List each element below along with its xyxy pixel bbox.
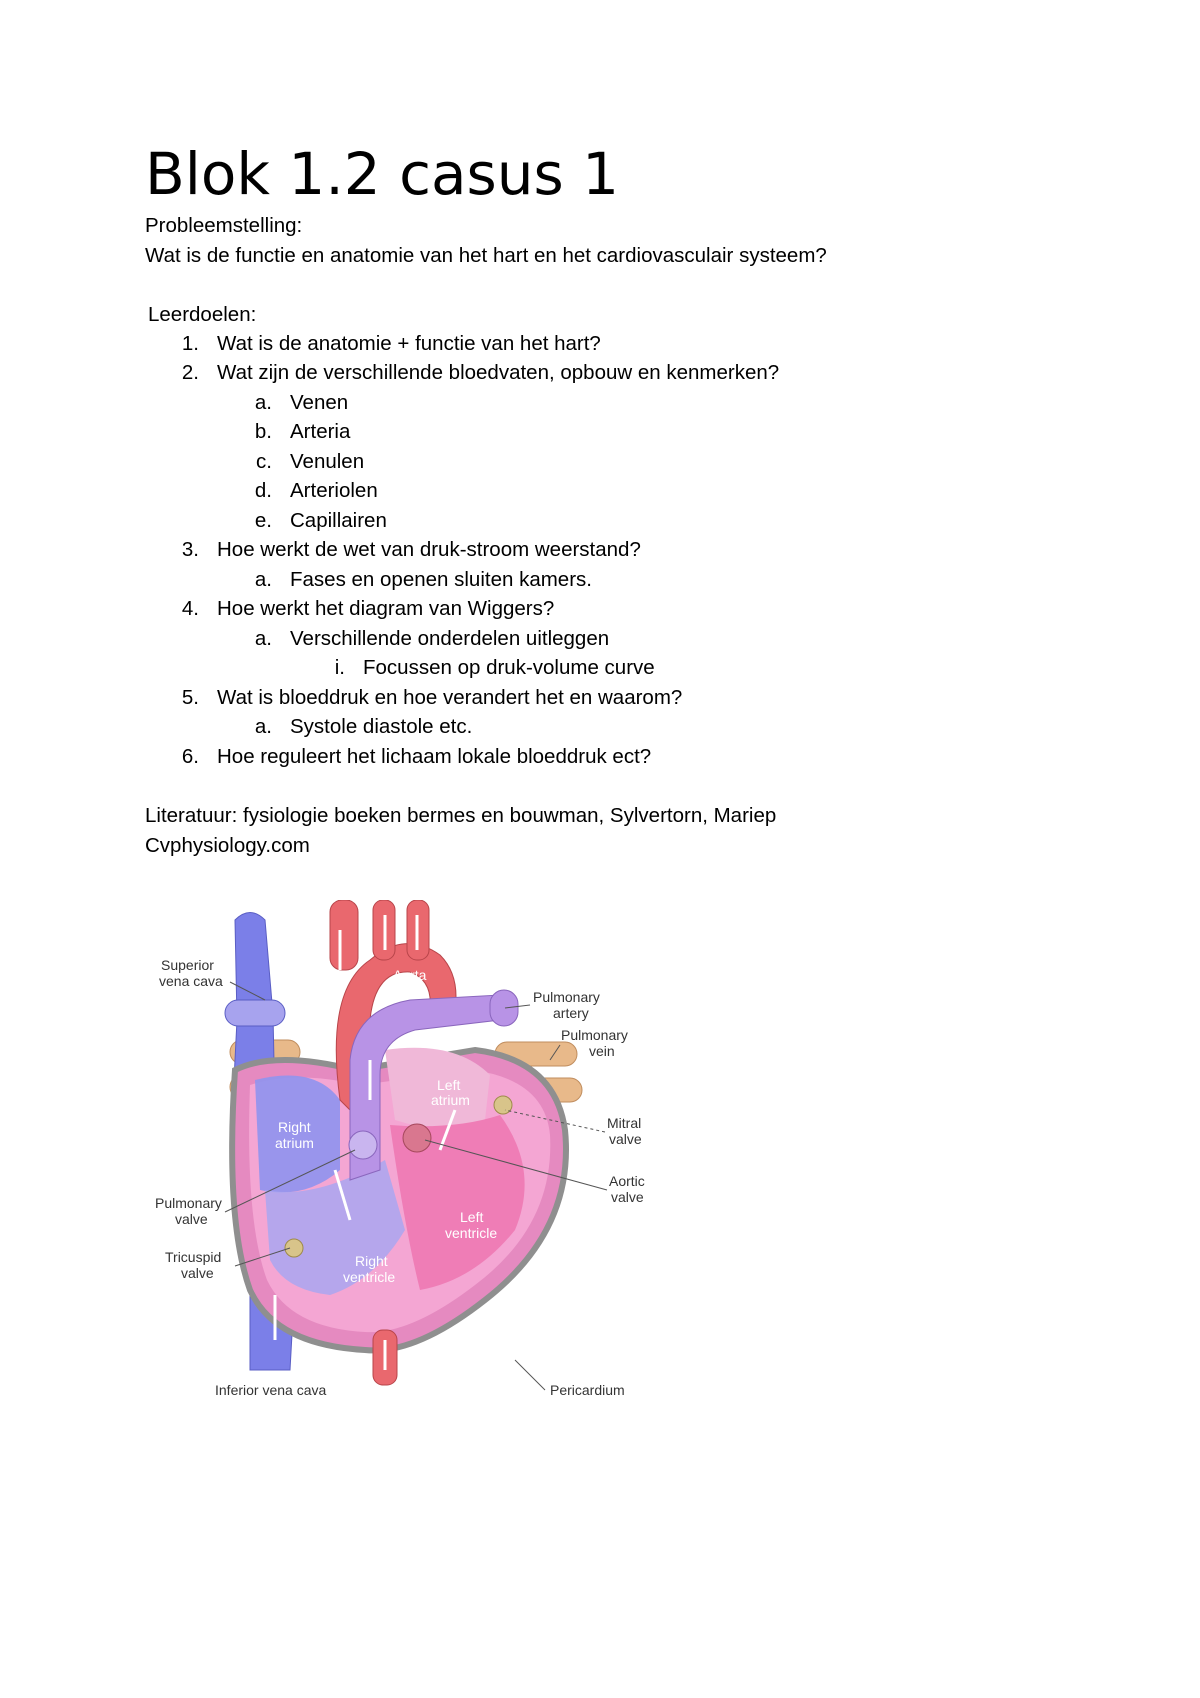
label-mitral-valve: Mitral [607,1115,642,1131]
label-mitral-valve-2: valve [609,1131,642,1147]
list-item-text: Capillairen [290,509,387,532]
label-superior-vena-cava: Superior [161,957,214,973]
label-pulmonary-artery: Pulmonary [533,989,600,1005]
list-item-letter: c. [256,450,272,473]
list-item-text: Arteriolen [290,479,378,502]
label-aortic-valve-2: valve [611,1189,644,1205]
list-item-number: 2. [181,361,199,384]
label-pulmonary-valve-2: valve [175,1211,208,1227]
label-superior-vena-cava-2: vena cava [159,973,223,989]
list-item-text: Hoe werkt het diagram van Wiggers? [217,597,555,620]
list-item-letter: b. [254,420,272,443]
heart-diagram [155,900,675,1410]
list-item-letter: d. [254,479,272,502]
label-pericardium: Pericardium [550,1382,625,1398]
list-item-letter: e. [254,509,272,532]
list-item-number: 4. [181,597,199,620]
label-tricuspid-valve-2: valve [181,1265,214,1281]
list-item-number: 5. [181,686,199,709]
list-item-number: 1. [181,332,199,355]
label-aortic-valve: Aortic [609,1173,645,1189]
list-item-number: 3. [181,538,199,561]
list-item-text: Focussen op druk-volume curve [363,656,655,679]
label-left-atrium-2: atrium [431,1092,470,1108]
list-item-text: Arteria [290,420,351,443]
probleemstelling-label: Probleemstelling: [145,214,303,237]
literatuur-website: Cvphysiology.com [145,834,310,857]
literatuur-line: Literatuur: fysiologie boeken bermes en bouwman, Sylvertorn, Mariep [145,804,777,827]
list-item-text: Fases en openen sluiten kamers. [290,568,592,591]
list-item-letter: a. [254,568,272,591]
list-item-text: Wat zijn de verschillende bloedvaten, opbouw en kenmerken? [217,361,780,384]
list-item-text: Hoe werkt de wet van druk-stroom weerstand? [217,538,641,561]
label-left-ventricle: Left [460,1209,484,1225]
list-item-text: Venulen [290,450,365,473]
list-item-text: Hoe reguleert het lichaam lokale bloeddruk ect? [217,745,652,768]
probleemstelling-question: Wat is de functie en anatomie van het hart en het cardiovasculair systeem? [145,244,827,267]
list-item-text: Venen [290,391,349,414]
list-item-number: 6. [181,745,199,768]
label-pulmonary-vein-2: vein [589,1043,615,1059]
label-inferior-vena-cava: Inferior vena cava [215,1382,327,1398]
label-right-atrium-2: atrium [275,1135,314,1151]
label-left-ventricle-2: ventricle [445,1225,498,1241]
list-item-letter: a. [254,627,272,650]
leerdoelen-label: Leerdoelen: [148,303,257,326]
list-item-text: Verschillende onderdelen uitleggen [290,627,610,650]
label-pulmonary-artery-2: artery [553,1005,589,1021]
label-pulmonary-valve: Pulmonary [155,1195,222,1211]
list-item-text: Wat is de anatomie + functie van het hart? [217,332,601,355]
list-item-roman: i. [334,656,345,679]
label-aorta: Aorta [393,967,427,983]
label-pulmonary-vein: Pulmonary [561,1027,628,1043]
label-left-atrium: Left [437,1077,461,1093]
list-item-letter: a. [254,715,272,738]
list-item-text: Systole diastole etc. [290,715,473,738]
label-right-ventricle: Right [355,1253,388,1269]
label-tricuspid-valve: Tricuspid [165,1249,222,1265]
document-title: Blok 1.2 casus 1 [145,140,620,208]
label-right-ventricle-2: ventricle [343,1269,396,1285]
list-item-text: Wat is bloeddruk en hoe verandert het en waarom? [217,686,683,709]
heart-diagram-svg [155,900,675,1410]
label-right-atrium: Right [278,1119,311,1135]
list-item-letter: a. [254,391,272,414]
